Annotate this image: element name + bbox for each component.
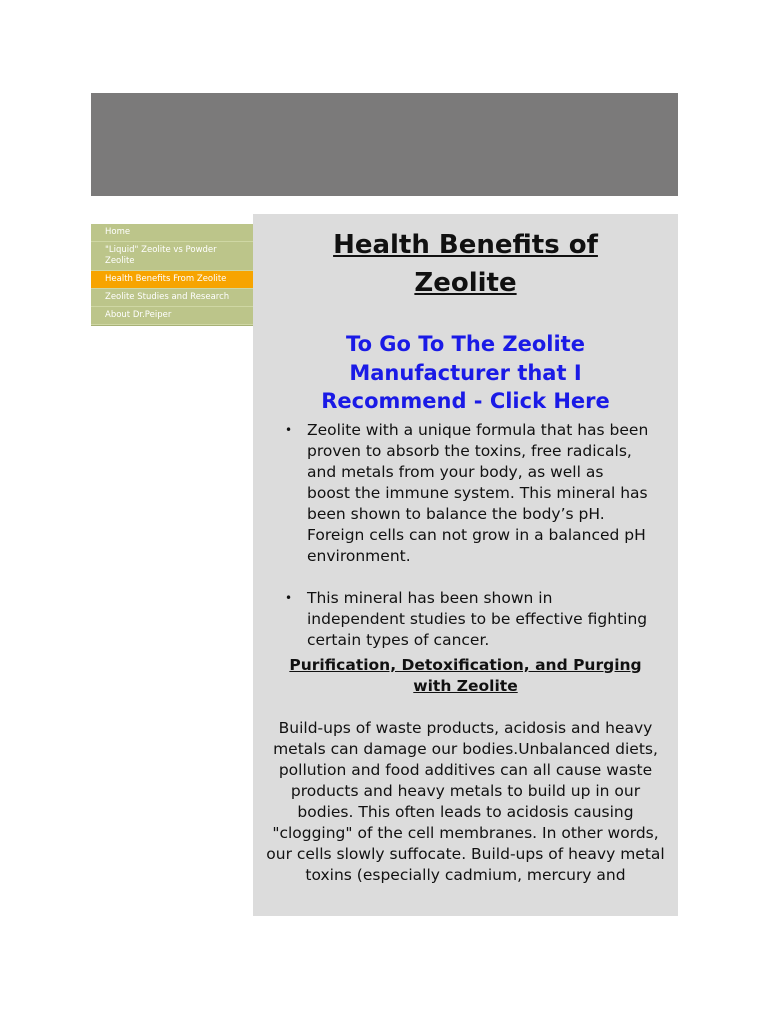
- sidebar-item-about[interactable]: About Dr.Peiper: [91, 307, 253, 325]
- main-content: [253, 214, 678, 916]
- bullet-text: This mineral has been shown in independent studies to be effective fighting certain types of cancer.: [307, 588, 648, 649]
- sidebar-item-liquid-vs-powder[interactable]: "Liquid" Zeolite vs Powder Zeolite: [91, 242, 253, 271]
- sidebar-item-studies-research[interactable]: Zeolite Studies and Research: [91, 289, 253, 307]
- benefits-list: [253, 420, 678, 651]
- header-banner: [91, 93, 678, 196]
- list-item: [285, 420, 650, 567]
- bullet-icon: •: [285, 422, 293, 437]
- sidebar-item-health-benefits[interactable]: Health Benefits From Zeolite: [91, 271, 253, 289]
- manufacturer-link[interactable]: To Go To The Zeolite Manufacturer that I Recommend - Click Here: [321, 332, 610, 413]
- body-paragraph: Build-ups of waste products, acidosis and heavy metals can damage our bodies.Unbalanced diets, pollution and food additives can all cause waste products and heavy metals to build up in our bodies. This often leads to acidosis causing "clogging" of the cell membranes. In other words, our cells slowly suffocate. Build-ups of heavy metal toxins (especially cadmium, mercury and: [266, 718, 665, 884]
- section-heading: Purification, Detoxification, and Purging with Zeolite: [289, 655, 642, 695]
- list-item: [285, 588, 650, 651]
- bullet-text: Zeolite with a unique formula that has been proven to absorb the toxins, free radicals, and metals from your body, as well as boost the immune system. This mineral has been shown to balance the body’s pH. Foreign cells can not grow in a balanced pH environment.: [307, 420, 649, 565]
- sidebar-item-home[interactable]: Home: [91, 224, 253, 242]
- bullet-icon: •: [285, 590, 293, 605]
- sidebar-nav: [91, 224, 253, 326]
- page-title: Health Benefits of Zeolite: [333, 230, 598, 298]
